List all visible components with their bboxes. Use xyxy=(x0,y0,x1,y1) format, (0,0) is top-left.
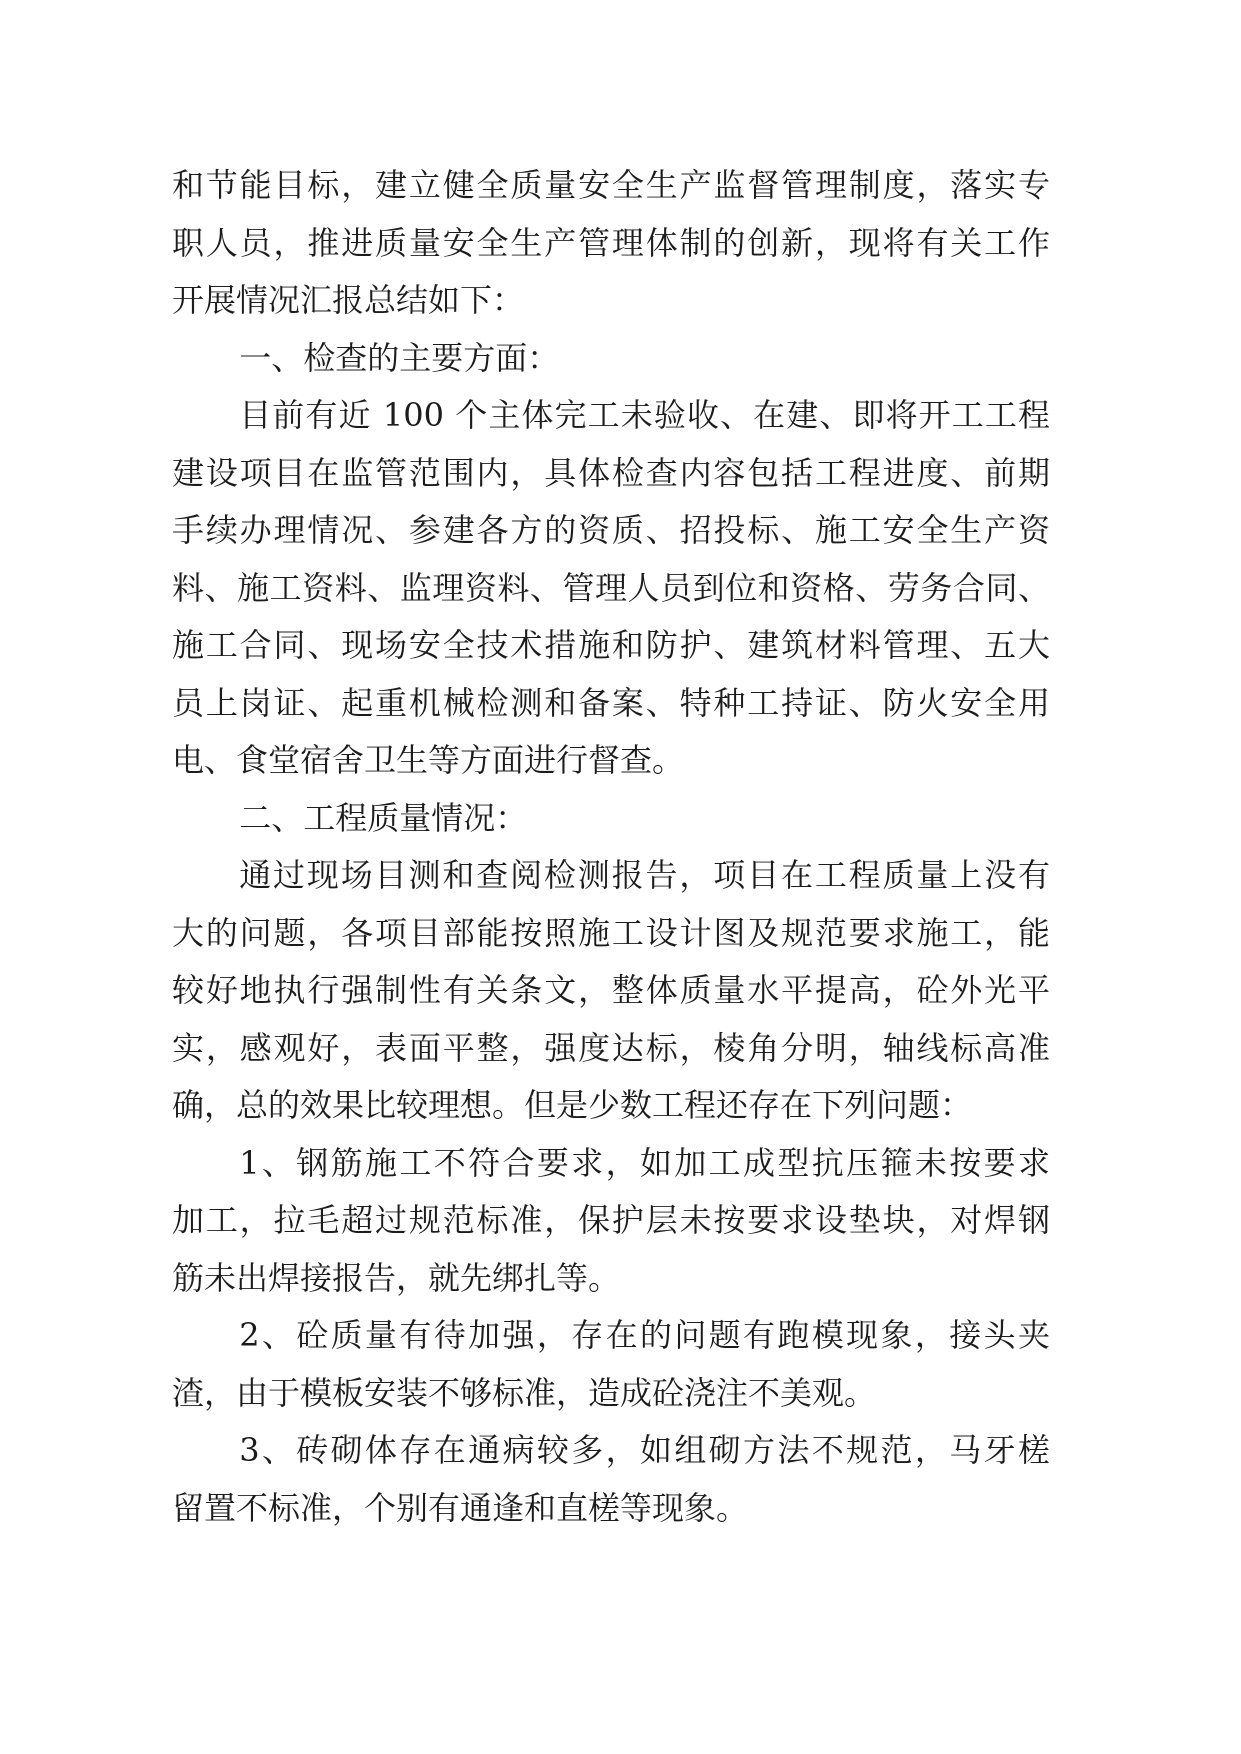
text-line: 1、钢筋施工不符合要求，如加工成型抗压箍未按要求 xyxy=(239,1143,1050,1182)
text-line: 实，感观好，表面平整，强度达标，棱角分明，轴线标高准 xyxy=(172,1028,1050,1067)
paragraph-issue-rebar xyxy=(172,1135,1050,1308)
paragraph-inspection-content xyxy=(172,387,1050,790)
text-line: 3、砖砌体存在通病较多，如组砌方法不规范，马牙槎 xyxy=(239,1431,1050,1469)
text-line: 开展情况汇报总结如下： xyxy=(172,281,525,319)
text-line: 施工合同、现场安全技术措施和防护、建筑材料管理、五大 xyxy=(172,626,1050,664)
text-line: 电、食堂宿舍卫生等方面进行督查。 xyxy=(172,741,685,779)
text-line: 筋未出焊接报告，就先绑扎等。 xyxy=(172,1258,621,1297)
text-line: 确，总的效果比较理想。但是少数工程还存在下列问题： xyxy=(172,1086,973,1124)
paragraph-issue-concrete xyxy=(172,1307,1050,1422)
text-line: 较好地执行强制性有关条文，整体质量水平提高，砼外光平 xyxy=(172,971,1050,1009)
text-line: 目前有近 100 个主体完工未验收、在建、即将开工工程 xyxy=(239,396,1050,434)
text-line: 建设项目在监管范围内，具体检查内容包括工程进度、前期 xyxy=(172,453,1050,492)
heading-line: 一、检查的主要方面： xyxy=(239,338,560,377)
paragraph-quality-overview xyxy=(172,847,1050,1135)
text-line: 大的问题，各项目部能按照施工设计图及规范要求施工，能 xyxy=(172,913,1050,952)
section-heading-quality xyxy=(172,790,1050,848)
text-line: 留置不标准，个别有通逢和直槎等现象。 xyxy=(172,1488,749,1527)
text-line: 职人员，推进质量安全生产管理体制的创新，现将有关工作 xyxy=(172,223,1050,262)
text-line: 2、砼质量有待加强，存在的问题有跑模现象，接头夹 xyxy=(239,1316,1050,1354)
text-line: 通过现场目测和查阅检测报告，项目在工程质量上没有 xyxy=(239,856,1050,894)
section-heading-inspection-aspects xyxy=(172,330,1050,388)
heading-line: 二、工程质量情况： xyxy=(239,798,528,837)
text-line: 手续办理情况、参建各方的资质、招投标、施工安全生产资 xyxy=(172,511,1050,549)
text-line: 员上岗证、起重机械检测和备案、特种工持证、防火安全用 xyxy=(172,683,1050,722)
text-line: 料、施工资料、监理资料、管理人员到位和资格、劳务合同、 xyxy=(172,568,1050,607)
paragraph-intro-continuation xyxy=(172,157,1050,330)
text-line: 渣，由于模板安装不够标准，造成砼浇注不美观。 xyxy=(172,1373,877,1412)
text-line: 和节能目标，建立健全质量安全生产监督管理制度，落实专 xyxy=(172,166,1050,204)
paragraph-issue-masonry xyxy=(172,1422,1050,1537)
text-line: 加工，拉毛超过规范标准，保护层未按要求设垫块，对焊钢 xyxy=(172,1201,1050,1239)
document-page xyxy=(172,157,1050,1537)
